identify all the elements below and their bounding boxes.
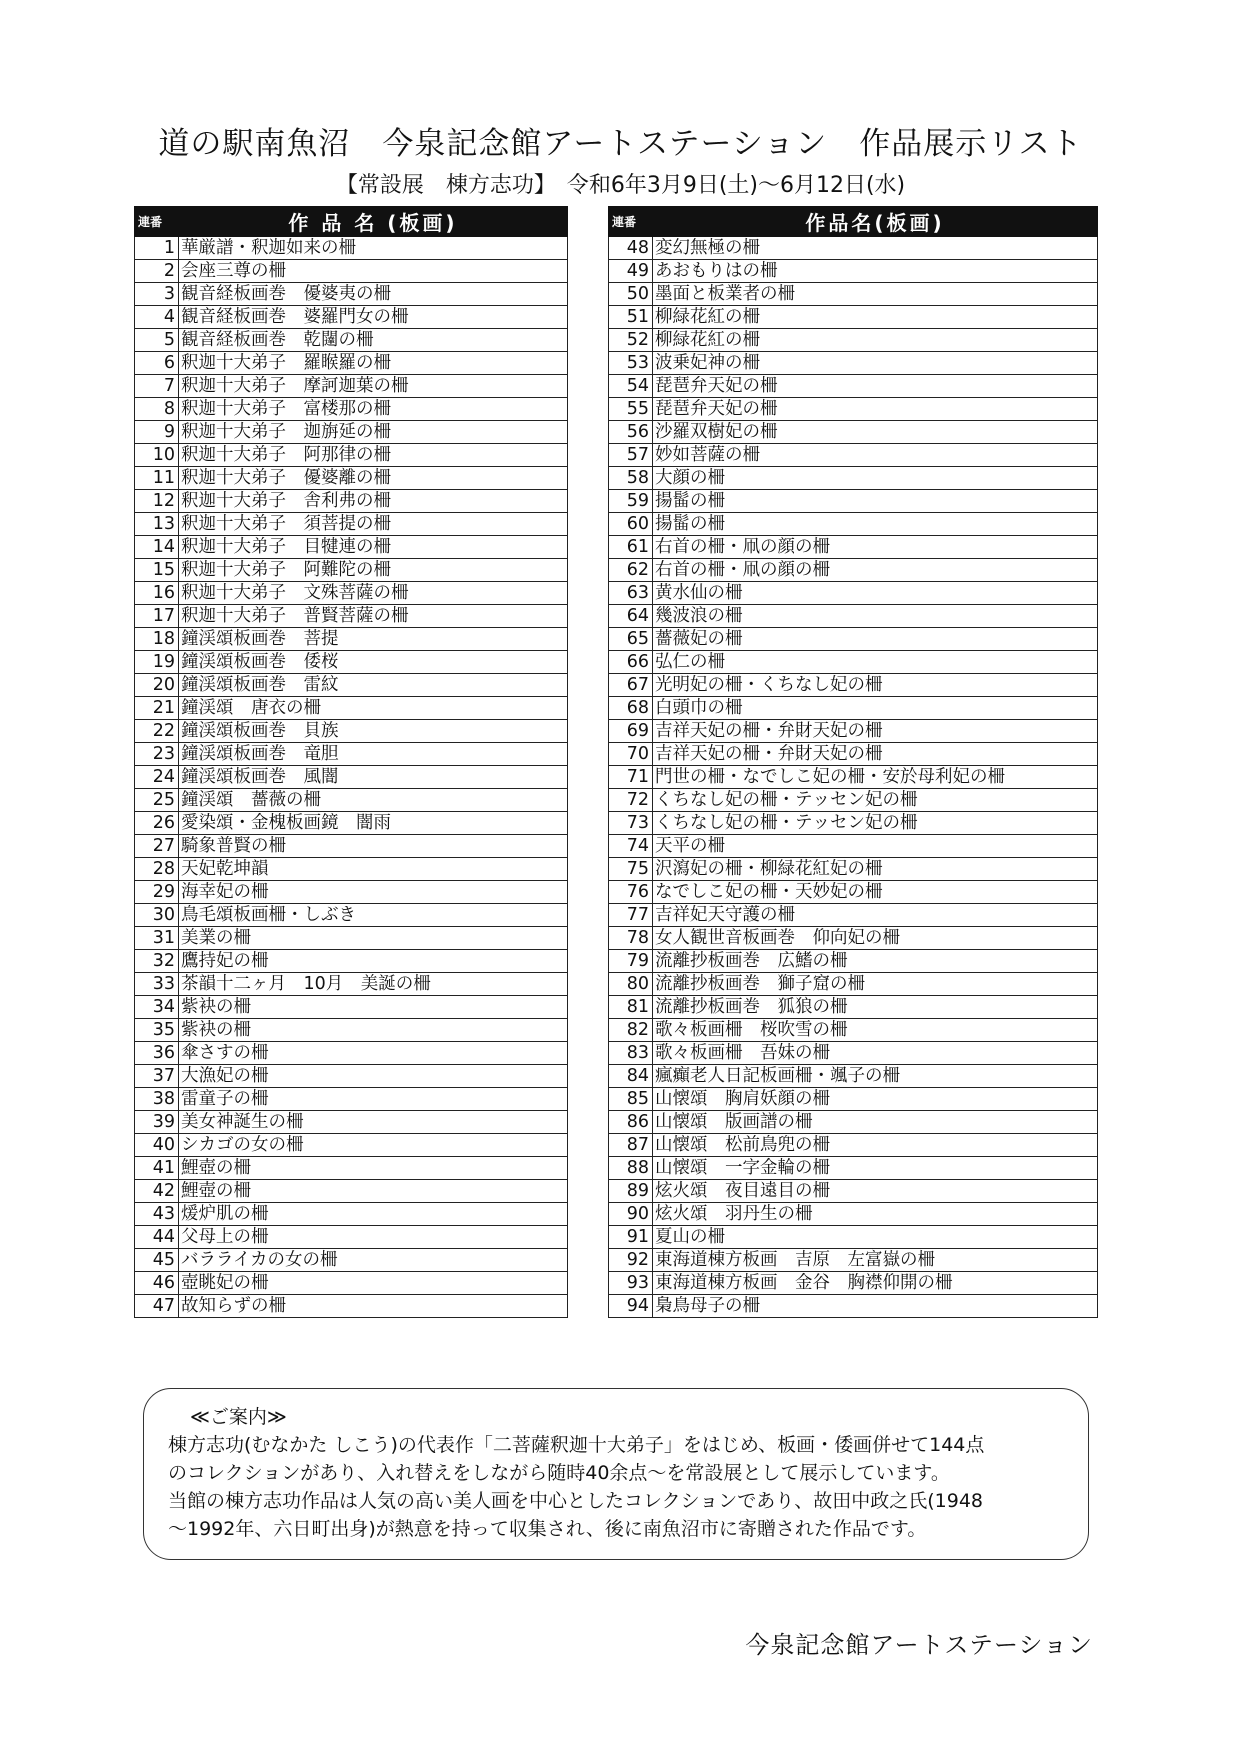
work-number: 14 (135, 536, 179, 559)
work-number: 38 (135, 1088, 179, 1111)
work-title: 山懐頌 一字金輪の柵 (653, 1157, 1098, 1180)
work-title: 山懐頌 版画譜の柵 (653, 1111, 1098, 1134)
work-number: 53 (609, 352, 653, 375)
work-title: 観音経板画巻 乾闥の柵 (179, 329, 568, 352)
work-title: 白頭巾の柵 (653, 697, 1098, 720)
work-number: 2 (135, 260, 179, 283)
work-title: 鳥毛頌板画柵・しぶき (179, 904, 568, 927)
work-number: 45 (135, 1249, 179, 1272)
table-row (609, 674, 1098, 697)
work-title: 墨面と板業者の柵 (653, 283, 1098, 306)
work-number: 62 (609, 559, 653, 582)
work-title: 東海道棟方板画 吉原 左富嶽の柵 (653, 1249, 1098, 1272)
work-number: 3 (135, 283, 179, 306)
work-title: あおもりはの柵 (653, 260, 1098, 283)
exhibition-period: 【常設展 棟方志功】 令和6年3月9日(土)～6月12日(水) (335, 173, 906, 198)
table-row (135, 1295, 568, 1318)
work-title: 鐘渓頌 薔薇の柵 (179, 789, 568, 812)
work-title: 紫袂の柵 (179, 996, 568, 1019)
work-title: 右首の柵・凧の顔の柵 (653, 559, 1098, 582)
table-row (609, 1272, 1098, 1295)
work-title: 釈迦十大弟子 目犍連の柵 (179, 536, 568, 559)
work-number: 87 (609, 1134, 653, 1157)
table-row (135, 789, 568, 812)
work-title: 門世の柵・なでしこ妃の柵・安於母利妃の柵 (653, 766, 1098, 789)
work-title: 鐘渓頌板画巻 貝族 (179, 720, 568, 743)
work-title: 夏山の柵 (653, 1226, 1098, 1249)
work-title: 鷹持妃の柵 (179, 950, 568, 973)
work-title: 海幸妃の柵 (179, 881, 568, 904)
work-title: 流離抄板画巻 獅子窟の柵 (653, 973, 1098, 996)
table-row (609, 720, 1098, 743)
work-title: 山懐頌 胸肩妖顔の柵 (653, 1088, 1098, 1111)
work-number: 92 (609, 1249, 653, 1272)
work-title: 鯉壺の柵 (179, 1180, 568, 1203)
work-number: 35 (135, 1019, 179, 1042)
notice-text: のコレクションがあり、入れ替えをしながら随時40余点～を常設展として展示しています。 (168, 1462, 950, 1484)
work-title: 美女神誕生の柵 (179, 1111, 568, 1134)
table-row (609, 973, 1098, 996)
work-title: 天平の柵 (653, 835, 1098, 858)
table-row (609, 1065, 1098, 1088)
table-row (135, 1203, 568, 1226)
table-row (135, 651, 568, 674)
work-number: 20 (135, 674, 179, 697)
work-title: 流離抄板画巻 広鰭の柵 (653, 950, 1098, 973)
work-number: 28 (135, 858, 179, 881)
table-row (609, 513, 1098, 536)
table-row (135, 375, 568, 398)
work-title: 煖炉肌の柵 (179, 1203, 568, 1226)
work-title: 瘋癲老人日記板画柵・颯子の柵 (653, 1065, 1098, 1088)
work-title: 華厳譜・釈迦如来の柵 (179, 237, 568, 260)
works-table-right (608, 206, 1098, 1318)
work-title: 変幻無極の柵 (653, 237, 1098, 260)
table-row (609, 1111, 1098, 1134)
work-number: 27 (135, 835, 179, 858)
table-row (135, 260, 568, 283)
table-row (135, 605, 568, 628)
work-title: 父母上の柵 (179, 1226, 568, 1249)
work-title: くちなし妃の柵・テッセン妃の柵 (653, 812, 1098, 835)
work-title: 光明妃の柵・くちなし妃の柵 (653, 674, 1098, 697)
work-number: 67 (609, 674, 653, 697)
table-row (609, 743, 1098, 766)
work-number: 80 (609, 973, 653, 996)
work-title: 柳緑花紅の柵 (653, 306, 1098, 329)
table-row (609, 421, 1098, 444)
work-number: 16 (135, 582, 179, 605)
work-title: 釈迦十大弟子 優婆離の柵 (179, 467, 568, 490)
table-row (609, 1249, 1098, 1272)
table-row (135, 904, 568, 927)
work-number: 82 (609, 1019, 653, 1042)
work-title: 会座三尊の柵 (179, 260, 568, 283)
work-title: 鐘渓頌 唐衣の柵 (179, 697, 568, 720)
table-row (609, 260, 1098, 283)
work-title: 騎象普賢の柵 (179, 835, 568, 858)
work-number: 32 (135, 950, 179, 973)
work-number: 75 (609, 858, 653, 881)
table-row (135, 467, 568, 490)
work-number: 90 (609, 1203, 653, 1226)
table-row (135, 1111, 568, 1134)
work-number: 71 (609, 766, 653, 789)
table-row (135, 697, 568, 720)
table-row (609, 927, 1098, 950)
table-row (609, 559, 1098, 582)
table-row (609, 536, 1098, 559)
work-title: 釈迦十大弟子 阿難陀の柵 (179, 559, 568, 582)
work-number: 79 (609, 950, 653, 973)
work-number: 36 (135, 1042, 179, 1065)
table-row (135, 1157, 568, 1180)
work-title: 傘さすの柵 (179, 1042, 568, 1065)
work-number: 12 (135, 490, 179, 513)
work-title: 愛染頌・金槐板画鏡 闇雨 (179, 812, 568, 835)
table-row (135, 1088, 568, 1111)
table-row (135, 950, 568, 973)
table-row (135, 398, 568, 421)
work-title: 右首の柵・凧の顔の柵 (653, 536, 1098, 559)
work-number: 1 (135, 237, 179, 260)
table-row (609, 858, 1098, 881)
work-title: 釈迦十大弟子 須菩提の柵 (179, 513, 568, 536)
table-row (135, 835, 568, 858)
table-row (609, 904, 1098, 927)
table-row (135, 513, 568, 536)
work-number: 91 (609, 1226, 653, 1249)
work-number: 39 (135, 1111, 179, 1134)
work-title: 鐘渓頌板画巻 風闇 (179, 766, 568, 789)
work-title: 雷童子の柵 (179, 1088, 568, 1111)
work-number: 74 (609, 835, 653, 858)
work-number: 86 (609, 1111, 653, 1134)
notice-heading: ≪ご案内≫ (190, 1406, 287, 1428)
table-row (609, 467, 1098, 490)
work-title: 炫火頌 夜目遠目の柵 (653, 1180, 1098, 1203)
work-title: 紫袂の柵 (179, 1019, 568, 1042)
work-title: 天妃乾坤韻 (179, 858, 568, 881)
table-row (609, 490, 1098, 513)
work-number: 54 (609, 375, 653, 398)
column-header-number: 連番 (135, 207, 179, 237)
table-row (135, 1272, 568, 1295)
table-row (135, 582, 568, 605)
work-title: 梟鳥母子の柵 (653, 1295, 1098, 1318)
work-number: 72 (609, 789, 653, 812)
work-number: 41 (135, 1157, 179, 1180)
work-title: バラライカの女の柵 (179, 1249, 568, 1272)
work-number: 17 (135, 605, 179, 628)
work-title: 鐘渓頌板画巻 雷紋 (179, 674, 568, 697)
work-number: 51 (609, 306, 653, 329)
work-number: 94 (609, 1295, 653, 1318)
table-row (135, 329, 568, 352)
work-number: 10 (135, 444, 179, 467)
work-title: 釈迦十大弟子 迦旃延の柵 (179, 421, 568, 444)
work-number: 30 (135, 904, 179, 927)
work-title: 女人観世音板画巻 仰向妃の柵 (653, 927, 1098, 950)
table-row (135, 881, 568, 904)
work-title: 妙如菩薩の柵 (653, 444, 1098, 467)
work-number: 84 (609, 1065, 653, 1088)
work-number: 50 (609, 283, 653, 306)
table-row (609, 950, 1098, 973)
work-title: 揚髷の柵 (653, 490, 1098, 513)
work-title: 釈迦十大弟子 羅睺羅の柵 (179, 352, 568, 375)
work-number: 85 (609, 1088, 653, 1111)
table-row (135, 559, 568, 582)
work-number: 33 (135, 973, 179, 996)
table-row (135, 674, 568, 697)
work-number: 93 (609, 1272, 653, 1295)
table-row (609, 375, 1098, 398)
works-table-left (134, 206, 568, 1318)
table-row (135, 743, 568, 766)
table-row (135, 1226, 568, 1249)
work-title: 沢瀉妃の柵・柳緑花紅妃の柵 (653, 858, 1098, 881)
work-number: 40 (135, 1134, 179, 1157)
table-row (609, 398, 1098, 421)
table-header-row (135, 207, 568, 237)
work-title: なでしこ妃の柵・天妙妃の柵 (653, 881, 1098, 904)
work-title: 東海道棟方板画 金谷 胸襟仰開の柵 (653, 1272, 1098, 1295)
work-number: 64 (609, 605, 653, 628)
table-row (135, 306, 568, 329)
work-title: 釈迦十大弟子 舎利弗の柵 (179, 490, 568, 513)
work-title: 流離抄板画巻 狐狼の柵 (653, 996, 1098, 1019)
table-row (135, 1249, 568, 1272)
organization-name: 今泉記念館アートステーション (745, 1631, 1093, 1659)
table-row (135, 283, 568, 306)
work-number: 22 (135, 720, 179, 743)
table-row (609, 1019, 1098, 1042)
work-number: 70 (609, 743, 653, 766)
table-row (135, 996, 568, 1019)
column-header-title: 作 品 名 (板画) (179, 207, 568, 237)
table-row (609, 605, 1098, 628)
work-number: 18 (135, 628, 179, 651)
work-title: 波乗妃神の柵 (653, 352, 1098, 375)
work-number: 48 (609, 237, 653, 260)
table-row (135, 536, 568, 559)
work-title: 鐘渓頌板画巻 菩提 (179, 628, 568, 651)
work-number: 81 (609, 996, 653, 1019)
work-number: 31 (135, 927, 179, 950)
table-row (609, 789, 1098, 812)
work-number: 65 (609, 628, 653, 651)
table-row (609, 1180, 1098, 1203)
table-row (609, 881, 1098, 904)
work-number: 19 (135, 651, 179, 674)
work-title: 観音経板画巻 優婆夷の柵 (179, 283, 568, 306)
table-row (135, 858, 568, 881)
work-number: 55 (609, 398, 653, 421)
table-row (135, 1019, 568, 1042)
work-title: 歌々板画柵 桜吹雪の柵 (653, 1019, 1098, 1042)
work-number: 26 (135, 812, 179, 835)
work-title: 吉祥天妃の柵・弁財天妃の柵 (653, 720, 1098, 743)
work-title: 弘仁の柵 (653, 651, 1098, 674)
work-title: 鯉壺の柵 (179, 1157, 568, 1180)
table-row (135, 444, 568, 467)
work-number: 8 (135, 398, 179, 421)
work-number: 47 (135, 1295, 179, 1318)
work-number: 9 (135, 421, 179, 444)
table-row (609, 444, 1098, 467)
table-row (609, 835, 1098, 858)
table-row (609, 283, 1098, 306)
work-number: 77 (609, 904, 653, 927)
table-row (609, 1157, 1098, 1180)
table-row (609, 352, 1098, 375)
work-number: 34 (135, 996, 179, 1019)
table-header-row (609, 207, 1098, 237)
work-title: 幾波浪の柵 (653, 605, 1098, 628)
table-row (609, 237, 1098, 260)
table-row (609, 766, 1098, 789)
table-row (135, 1134, 568, 1157)
work-number: 15 (135, 559, 179, 582)
table-row (135, 927, 568, 950)
notice-text: 当館の棟方志功作品は人気の高い美人画を中心としたコレクションであり、故田中政之氏(1948 (168, 1490, 984, 1512)
work-title: 美業の柵 (179, 927, 568, 950)
work-number: 49 (609, 260, 653, 283)
work-number: 42 (135, 1180, 179, 1203)
work-number: 43 (135, 1203, 179, 1226)
work-number: 24 (135, 766, 179, 789)
table-row (135, 720, 568, 743)
table-row (135, 973, 568, 996)
work-title: 吉祥天妃の柵・弁財天妃の柵 (653, 743, 1098, 766)
table-row (135, 812, 568, 835)
table-row (135, 421, 568, 444)
work-number: 76 (609, 881, 653, 904)
page-title: 道の駅南魚沼 今泉記念館アートステーション 作品展示リスト (158, 126, 1083, 162)
table-row (135, 490, 568, 513)
work-title: 釈迦十大弟子 阿那律の柵 (179, 444, 568, 467)
work-number: 4 (135, 306, 179, 329)
work-title: 釈迦十大弟子 普賢菩薩の柵 (179, 605, 568, 628)
work-number: 25 (135, 789, 179, 812)
work-title: くちなし妃の柵・テッセン妃の柵 (653, 789, 1098, 812)
work-number: 88 (609, 1157, 653, 1180)
table-row (135, 1065, 568, 1088)
work-number: 78 (609, 927, 653, 950)
table-row (609, 1134, 1098, 1157)
work-number: 60 (609, 513, 653, 536)
work-number: 68 (609, 697, 653, 720)
work-title: 釈迦十大弟子 文殊菩薩の柵 (179, 582, 568, 605)
work-number: 73 (609, 812, 653, 835)
work-title: 茶韻十二ヶ月 10月 美誕の柵 (179, 973, 568, 996)
notice-text: 棟方志功(むなかた しこう)の代表作「二菩薩釈迦十大弟子」をはじめ、板画・倭画併せて144点 (168, 1434, 985, 1456)
work-title: 薔薇妃の柵 (653, 628, 1098, 651)
work-number: 58 (609, 467, 653, 490)
work-number: 83 (609, 1042, 653, 1065)
table-row (609, 1203, 1098, 1226)
work-number: 29 (135, 881, 179, 904)
work-title: 鐘渓頌板画巻 竜胆 (179, 743, 568, 766)
work-number: 57 (609, 444, 653, 467)
notice-text: ～1992年、六日町出身)が熱意を持って収集され、後に南魚沼市に寄贈された作品です。 (168, 1518, 927, 1540)
table-row (609, 329, 1098, 352)
work-title: 琵琶弁天妃の柵 (653, 398, 1098, 421)
table-row (609, 697, 1098, 720)
table-row (135, 352, 568, 375)
work-number: 59 (609, 490, 653, 513)
work-title: 黄水仙の柵 (653, 582, 1098, 605)
work-title: 揚髷の柵 (653, 513, 1098, 536)
work-title: 釈迦十大弟子 富楼那の柵 (179, 398, 568, 421)
table-row (135, 766, 568, 789)
table-row (609, 996, 1098, 1019)
work-number: 21 (135, 697, 179, 720)
work-title: シカゴの女の柵 (179, 1134, 568, 1157)
work-number: 44 (135, 1226, 179, 1249)
work-number: 13 (135, 513, 179, 536)
work-number: 89 (609, 1180, 653, 1203)
table-row (609, 812, 1098, 835)
table-row (609, 306, 1098, 329)
work-title: 柳緑花紅の柵 (653, 329, 1098, 352)
work-title: 沙羅双樹妃の柵 (653, 421, 1098, 444)
work-title: 山懐頌 松前鳥兜の柵 (653, 1134, 1098, 1157)
work-number: 23 (135, 743, 179, 766)
work-number: 6 (135, 352, 179, 375)
work-number: 7 (135, 375, 179, 398)
work-number: 11 (135, 467, 179, 490)
table-row (609, 651, 1098, 674)
table-row (135, 1180, 568, 1203)
work-number: 63 (609, 582, 653, 605)
work-number: 69 (609, 720, 653, 743)
work-title: 吉祥妃天守護の柵 (653, 904, 1098, 927)
work-number: 56 (609, 421, 653, 444)
work-title: 鐘渓頌板画巻 倭桜 (179, 651, 568, 674)
table-row (609, 628, 1098, 651)
table-row (135, 628, 568, 651)
table-row (609, 1042, 1098, 1065)
table-row (609, 1226, 1098, 1249)
work-number: 5 (135, 329, 179, 352)
table-row (135, 1042, 568, 1065)
work-number: 46 (135, 1272, 179, 1295)
notice-box (143, 1388, 1089, 1560)
work-number: 37 (135, 1065, 179, 1088)
work-title: 大顔の柵 (653, 467, 1098, 490)
work-title: 炫火頌 羽丹生の柵 (653, 1203, 1098, 1226)
work-number: 61 (609, 536, 653, 559)
table-row (609, 1295, 1098, 1318)
work-number: 52 (609, 329, 653, 352)
work-title: 釈迦十大弟子 摩訶迦葉の柵 (179, 375, 568, 398)
work-number: 66 (609, 651, 653, 674)
work-title: 壺眺妃の柵 (179, 1272, 568, 1295)
work-title: 観音経板画巻 婆羅門女の柵 (179, 306, 568, 329)
table-row (609, 582, 1098, 605)
work-title: 琵琶弁天妃の柵 (653, 375, 1098, 398)
column-header-number: 連番 (609, 207, 653, 237)
work-title: 歌々板画柵 吾妹の柵 (653, 1042, 1098, 1065)
table-row (609, 1088, 1098, 1111)
column-header-title: 作品名(板画) (653, 207, 1098, 237)
table-row (135, 237, 568, 260)
work-title: 大漁妃の柵 (179, 1065, 568, 1088)
work-title: 故知らずの柵 (179, 1295, 568, 1318)
